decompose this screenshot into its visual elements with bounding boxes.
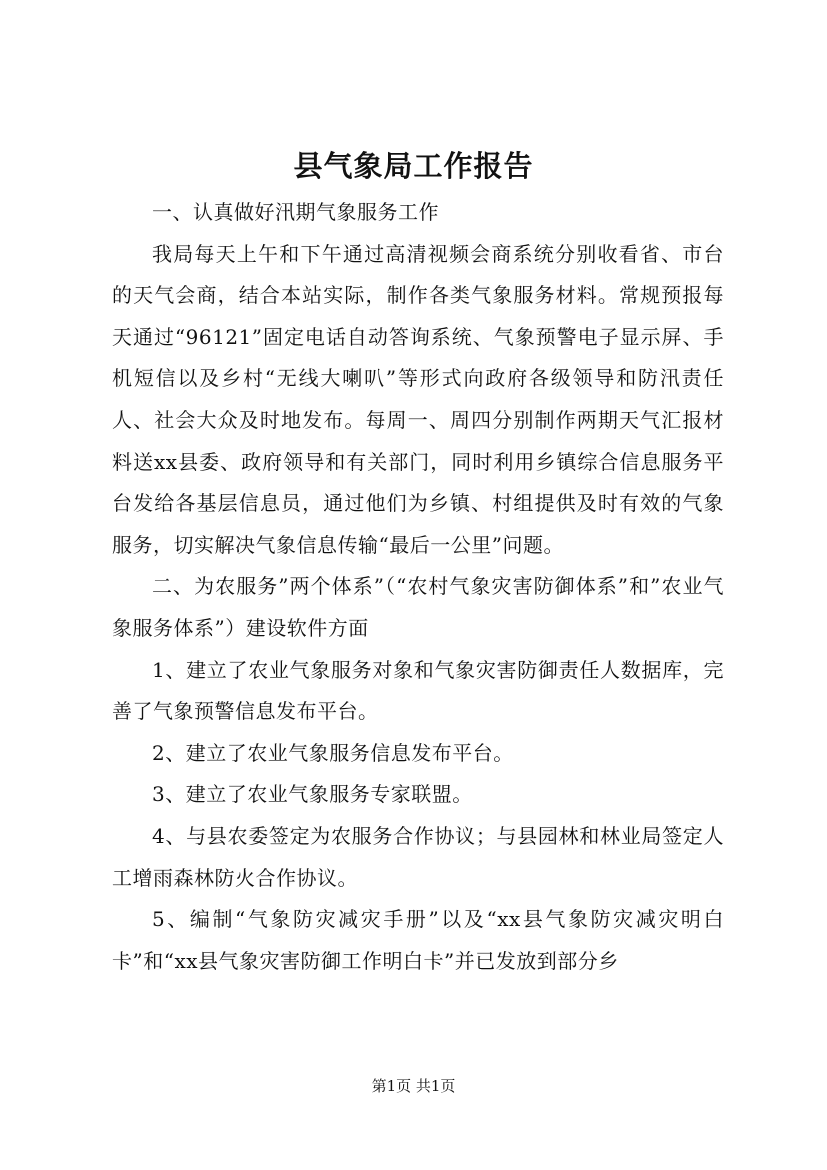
page-footer: 第1页 共1页 (371, 1077, 456, 1095)
section-heading: 一、认真做好汛期气象服务工作 (152, 200, 439, 224)
list-item: 4、与县农委签定为农服务合作协议；与县园林和林业局签定人工增雨森林防火合作协议。 (112, 823, 724, 890)
list-item: 2、建立了农业气象服务信息发布平台。 (152, 740, 514, 765)
list-item: 1、建立了农业气象服务对象和气象灾害防御责任人数据库，完善了气象预警信息发布平台。 (112, 657, 724, 724)
list-item: 3、建立了农业气象服务专家联盟。 (152, 782, 473, 807)
body-paragraph: 我局每天上午和下午通过高清视频会商系统分别收看省、市台的天气会商，结合本站实际，制作各类气象服务材料。常规预报每天通过“96121”固定电话自动答询系统、气象预警电子显示屏、手机短信以及乡村“无线大喇叭”等形式向政府各级领导和防汛责任人、社会大众及时地发布。每周一、周四分别制作两期天气汇报材料送xx县委、政府领导和有关部门，同时利用乡镇综合信息服务平台发给各基层信息员，通过他们为乡镇、村组提供及时有效的气象服务，切实解决气象信息传输“最后一公里”问题。 (112, 241, 724, 557)
section-heading: 二、为农服务”两个体系”（“农村气象灾害防御体系”和”农业气象服务体系”）建设软件方面 (112, 574, 724, 640)
document-title: 县气象局工作报告 (293, 149, 534, 183)
list-item: 5、编制“气象防灾减灾手册”以及“xx县气象防灾减灾明白卡”和“xx县气象灾害防御工作明白卡”并已发放到部分乡 (112, 907, 724, 973)
document-body (112, 192, 724, 982)
